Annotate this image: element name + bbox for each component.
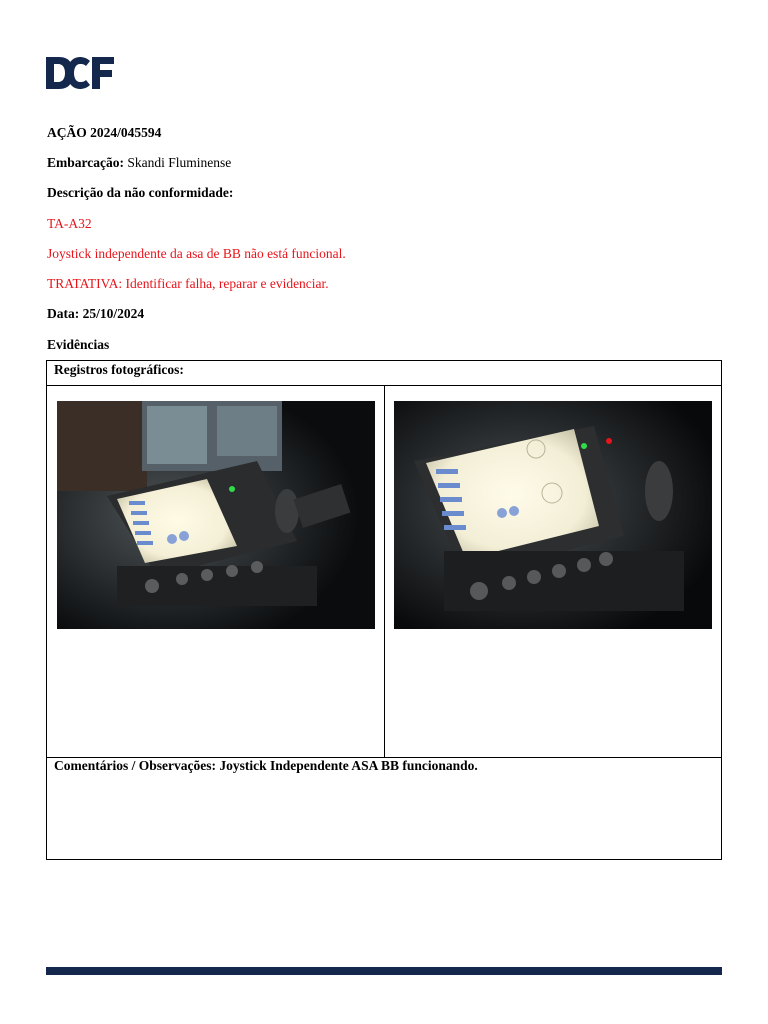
descricao-code: TA-A32 [47, 216, 92, 231]
comments-observations: Comentários / Observações: Joystick Independente ASA BB funcionando. [54, 758, 478, 773]
embarcacao-value: Skandi Fluminense [127, 155, 232, 170]
joystick-console-photo [57, 401, 375, 629]
descricao-label: Descrição da não conformidade: [47, 185, 234, 200]
embarcacao-line [47, 155, 231, 171]
evidence-table [46, 360, 722, 860]
acao-number: 2024/045594 [90, 125, 162, 140]
joystick-console-closeup-photo [394, 401, 712, 629]
acao-label: AÇÃO [47, 125, 87, 140]
embarcacao-label: Embarcação: [47, 155, 124, 170]
tratativa-text: TRATATIVA: Identificar falha, reparar e evidenciar. [47, 276, 329, 291]
acao-line [47, 125, 161, 141]
footer-bar [46, 967, 722, 975]
descricao-text: Joystick independente da asa de BB não está funcional. [47, 246, 346, 261]
data-label: Data: [47, 306, 80, 321]
evidencias-title: Evidências [47, 337, 110, 352]
data-value: 25/10/2024 [82, 306, 145, 321]
photo-records-header: Registros fotográficos: [47, 361, 721, 386]
data-line [47, 306, 144, 322]
table-column-divider [384, 386, 385, 757]
dof-logo [46, 57, 114, 89]
